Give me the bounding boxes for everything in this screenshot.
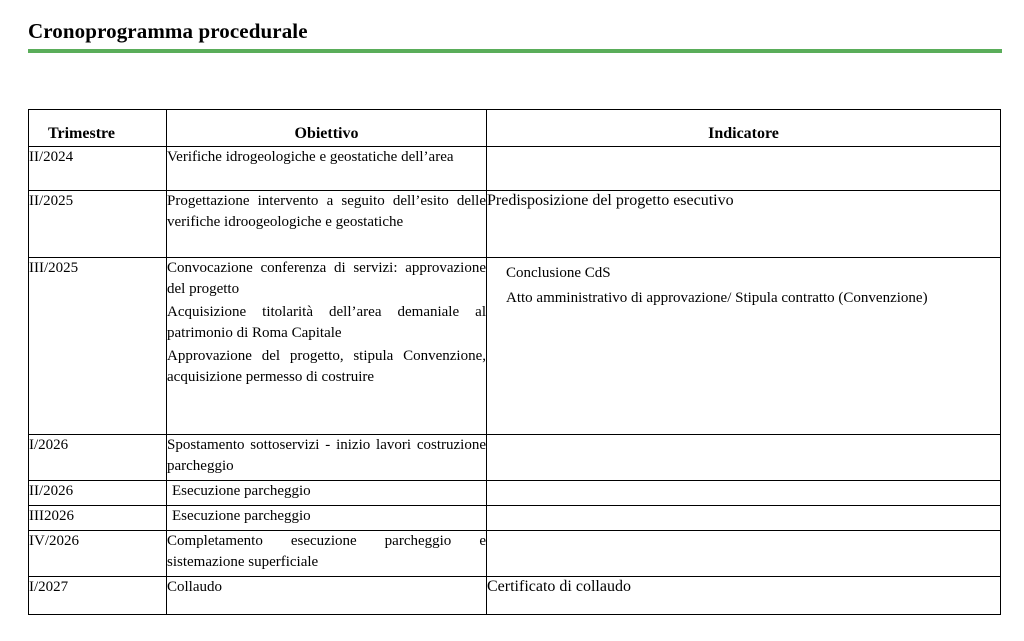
obiettivo-text: Approvazione del progetto, stipula Convenzione, acquisizione permesso di costruire (167, 348, 486, 385)
obiettivo-cell (167, 531, 487, 577)
obiettivo-text: Completamento esecuzione parcheggio e sistemazione superficiale (167, 533, 486, 570)
trimestre-cell: IV/2026 (29, 531, 167, 577)
table-row (29, 147, 1001, 191)
trimestre-cell: I/2026 (29, 435, 167, 481)
document-title: Cronoprogramma procedurale (28, 19, 308, 43)
obiettivo-cell (167, 577, 487, 615)
trimestre-cell: III2026 (29, 506, 167, 531)
obiettivo-text: Collaudo (167, 579, 222, 595)
obiettivo-text: Spostamento sottoservizi - inizio lavori costruzione parcheggio (167, 437, 486, 474)
obiettivo-cell (167, 435, 487, 481)
indicatore-cell (487, 531, 1001, 577)
indicatore-text: Atto amministrativo di approvazione/ Stipula contratto (Convenzione) (506, 289, 928, 306)
table-row (29, 481, 1001, 506)
trimestre-cell: II/2024 (29, 147, 167, 191)
indicatore-cell (487, 191, 1001, 258)
column-header-indicatore: Indicatore (487, 110, 1001, 147)
indicatore-cell (487, 577, 1001, 615)
obiettivo-cell (167, 258, 487, 435)
table-row (29, 531, 1001, 577)
header-row (29, 110, 1001, 147)
table-row (29, 258, 1001, 435)
table-row (29, 577, 1001, 615)
trimestre-cell: III/2025 (29, 258, 167, 435)
table-row (29, 191, 1001, 258)
obiettivo-text: Esecuzione parcheggio (172, 508, 311, 524)
indicatore-text: Predisposizione del progetto esecutivo (487, 192, 734, 209)
title-underline (28, 49, 1002, 53)
obiettivo-text: Verifiche idrogeologiche e geostatiche dell’area (167, 149, 454, 165)
obiettivo-cell (167, 506, 487, 531)
column-header-trimestre: Trimestre (29, 110, 167, 147)
indicatore-text: Certificato di collaudo (487, 578, 631, 595)
table-row (29, 435, 1001, 481)
indicatore-cell (487, 435, 1001, 481)
indicatore-text: Conclusione CdS (506, 265, 611, 281)
obiettivo-text: Convocazione conferenza di servizi: approvazione del progetto (167, 260, 486, 297)
obiettivo-text: Acquisizione titolarità dell’area demaniale al patrimonio di Roma Capitale (167, 304, 486, 341)
indicatore-cell (487, 481, 1001, 506)
obiettivo-cell (167, 191, 487, 258)
column-header-obiettivo: Obiettivo (167, 110, 487, 147)
obiettivo-text: Esecuzione parcheggio (172, 483, 311, 499)
obiettivo-text: Progettazione intervento a seguito dell’esito delle verifiche idroogeologiche e geostatiche (167, 193, 486, 230)
table-row (29, 506, 1001, 531)
trimestre-cell: II/2025 (29, 191, 167, 258)
obiettivo-cell (167, 481, 487, 506)
indicatore-cell (487, 147, 1001, 191)
trimestre-cell: I/2027 (29, 577, 167, 615)
indicatore-cell (487, 506, 1001, 531)
obiettivo-cell (167, 147, 487, 191)
trimestre-cell: II/2026 (29, 481, 167, 506)
schedule-table (28, 109, 1001, 615)
indicatore-cell (487, 258, 1001, 435)
